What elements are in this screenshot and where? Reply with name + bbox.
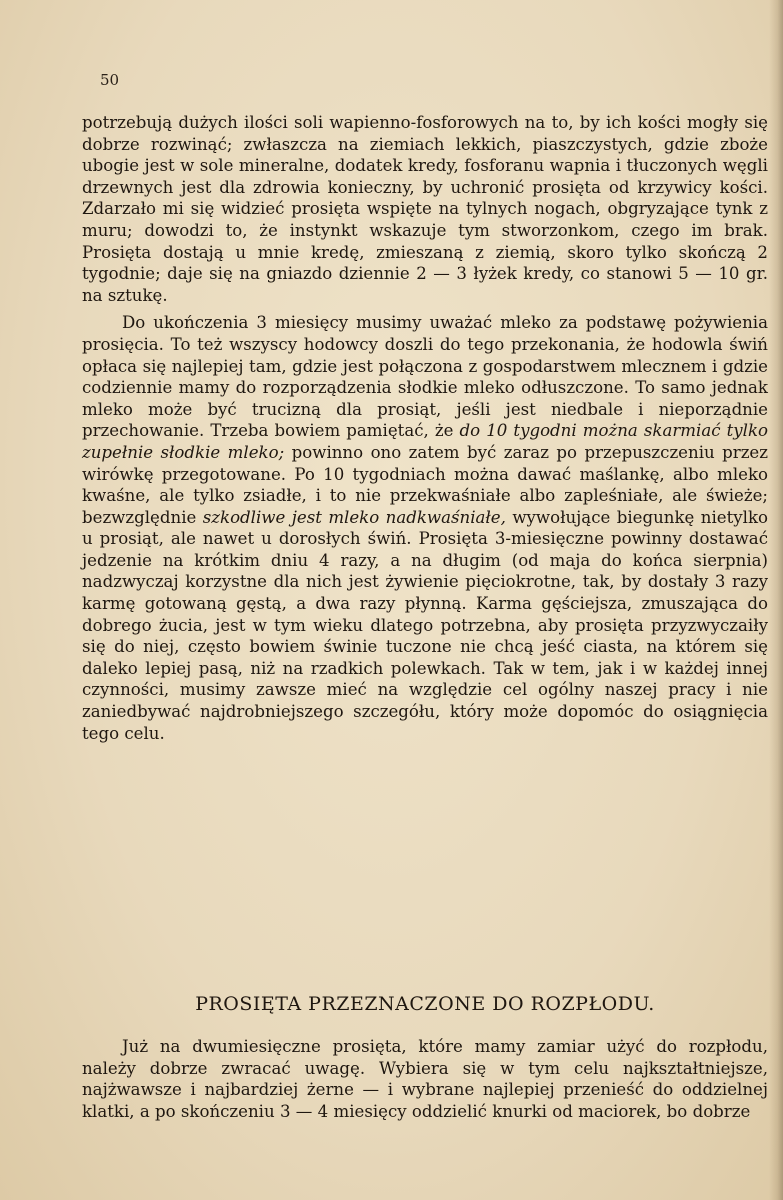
paragraph-2-text-a: Do ukończenia 3 miesięcy musimy uważać mleko za podstawę pożywienia prosięcia. To też wszyscy hodowcy doszli do tego przekonania, że hodowla świń opłaca się najlepiej tam, gdzie jest połączona z gospodarstwem mlecznem i gdzie codziennie mamy do rozporządzenia słodkie mleko odłuszczone. To samo jednak mleko może być trucizną dla prosiąt, jeśli jest niedbale i nieporządnie przechowanie. Trzeba bowiem pamiętać, że (82, 313, 768, 441)
body-text-2 (82, 1036, 768, 1122)
paragraph-1-text: potrzebują dużych ilości soli wapienno-fosforowych na to, by ich kości mogły się dobrze rozwinąć; zwłaszcza na ziemiach lekkich, piaszczystych, gdzie zboże ubogie jest w sole mineralne, dodatek kredy, fosforanu wapnia i tłuczonych węgli drzewnych jest dla zdrowia konieczny, by uchronić prosięta od krzywicy kości. Zdarzało mi się widzieć prosięta wspięte na tylnych nogach, obgryzające tynk z muru; dowodzi to, że instynkt wskazuje tym stworzonkom, czego im brak. Prosięta dostają u mnie kredę, zmieszaną z ziemią, skoro tylko skończą 2 tygodnie; daje się na gniazdo dziennie 2 — 3 łyżek kredy, co stanowi 5 — 10 gr. na sztukę. (82, 113, 768, 305)
page-edge-shadow (769, 0, 783, 1200)
page-number: 50 (100, 71, 120, 89)
paragraph-2-italic-a: do 10 tygodni można skarmiać tylko zupełnie słodkie mleko; (82, 421, 768, 462)
paragraph-2 (82, 312, 768, 744)
paragraph-1 (82, 112, 768, 306)
paragraph-2-italic-b: szkodliwe jest mleko nadkwaśniałe, (202, 507, 506, 527)
paragraph-2-text-c: wywołujące biegunkę nietylko u prosiąt, ale nawet u dorosłych świń. Prosięta 3-miesięczne powinny dostawać jedzenie na krótkim dniu 4 razy, a na długim (od maja do końca sierpnia) nadzwyczaj korzystne dla nich jest żywienie pięciokrotne, tak, by dostały 3 razy karmę gotowaną gęstą, a dwa razy płynną. Karma gęściejsza, zmuszająca do dobrego żucia, jest w tym wieku dlatego potrzebna, aby prosięta przyzwyczaiły się do niej, często bowiem świnie tuczone nie chcą jeść ciasta, na którem się daleko lepiej pasą, niż na rzadkich polewkach. Tak w tem, jak i w każdej innej czynności, musimy zawsze mieć na względzie cel ogólny naszej pracy i nie zaniedbywać najdrobniejszego szczegółu, który może dopomóc do osiągnięcia tego celu. (82, 507, 768, 743)
section-heading: PROSIĘTA PRZEZNACZONE DO ROZPŁODU. (195, 993, 655, 1015)
paragraph-2-text-b: powinno ono zatem być zaraz po przepuszczeniu przez wirówkę przegotowane. Po 10 tygodniach można dawać maślankę, albo mleko kwaśne, ale tylko zsiadłe, i to nie przekwaśniałe albo zapleśniałe, ale świeże; bezwzględnie (82, 442, 768, 527)
body-text (82, 112, 768, 744)
paragraph-3: Już na dwumiesięczne prosięta, które mamy zamiar użyć do rozpłodu, należy dobrze zwracać uwagę. Wybiera się w tym celu najkształtniejsze, najżwawsze i najbardziej żerne — i wybrane najlepiej przenieść do oddzielnej klatki, a po skończeniu 3 — 4 miesięcy oddzielić knurki od maciorek, bo dobrze (82, 1037, 768, 1121)
